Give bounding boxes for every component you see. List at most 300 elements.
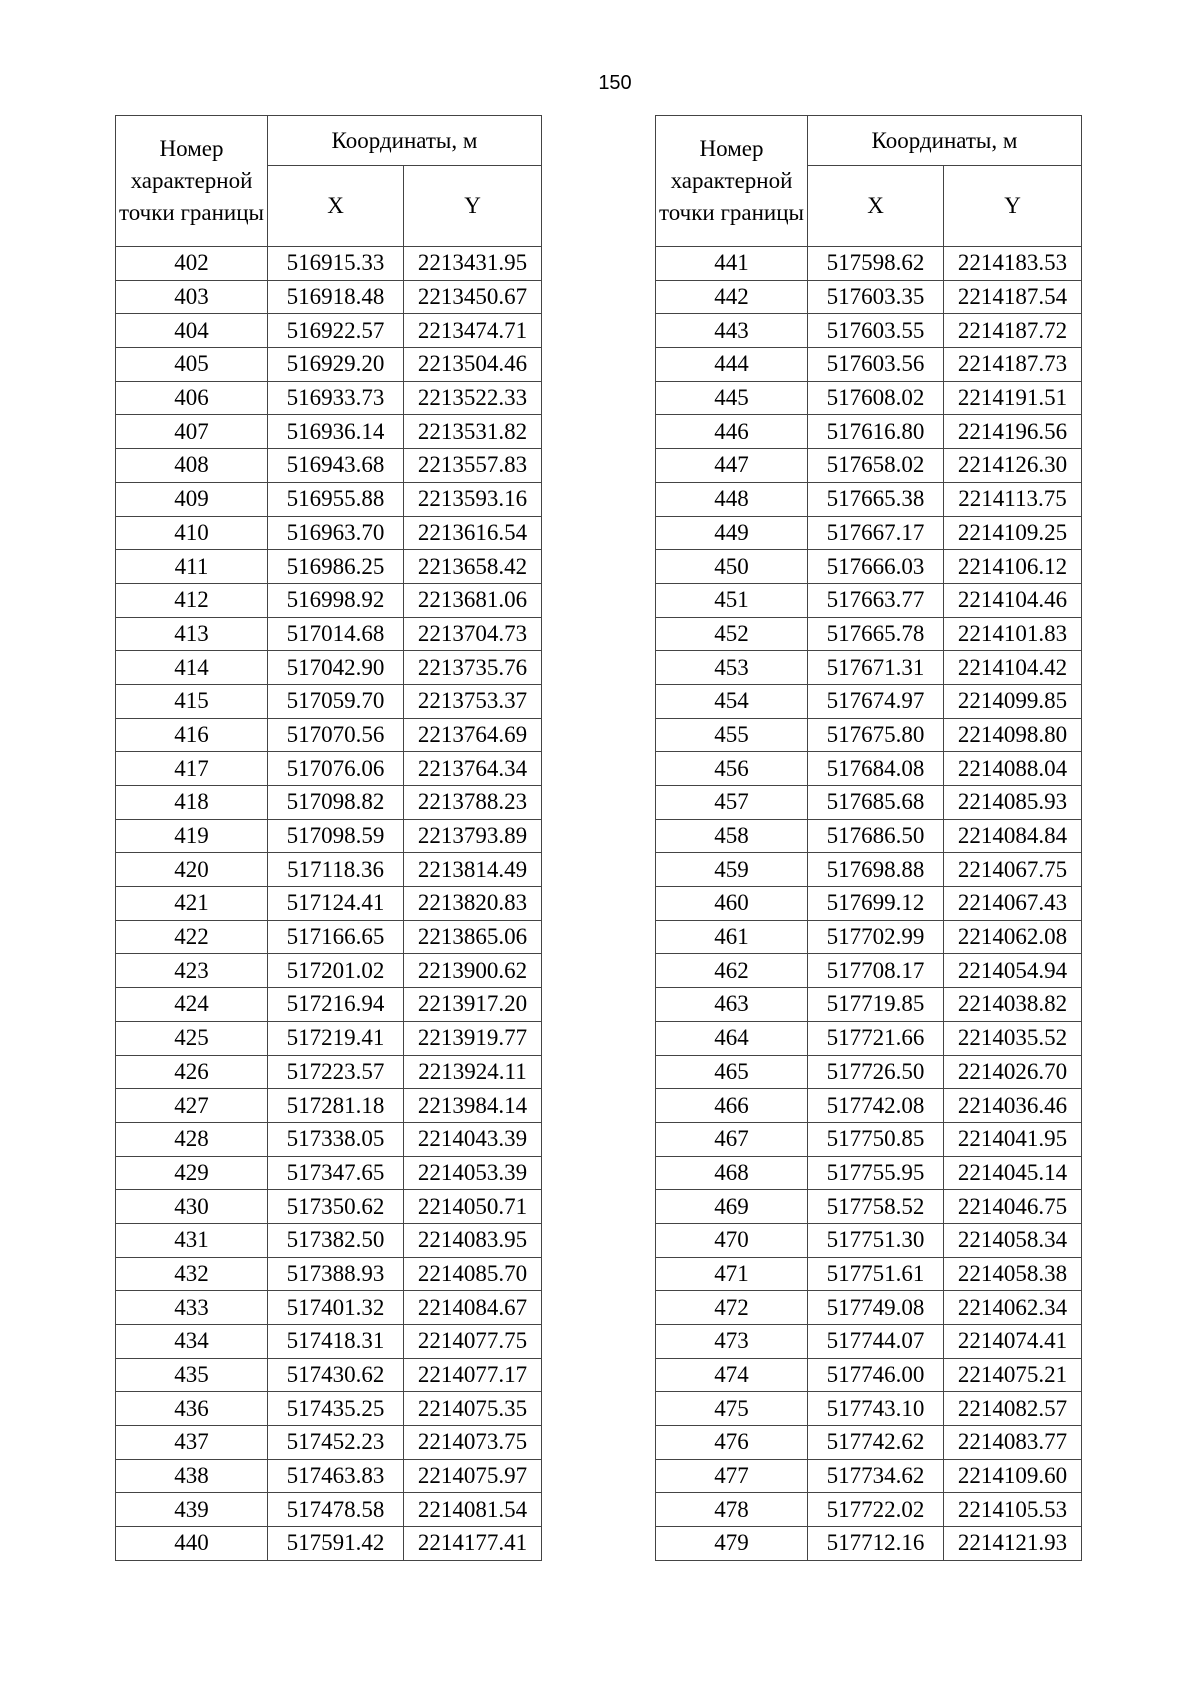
table-row — [656, 651, 1082, 685]
table-row — [656, 482, 1082, 516]
y-coordinate-cell: 2214187.54 — [944, 280, 1082, 314]
table-row — [656, 1325, 1082, 1359]
y-coordinate-cell: 2213735.76 — [404, 651, 542, 685]
y-coordinate-cell: 2214099.85 — [944, 684, 1082, 718]
table-row — [116, 853, 542, 887]
point-number-cell: 436 — [116, 1392, 268, 1426]
point-number-cell: 442 — [656, 280, 808, 314]
x-coordinate-cell: 517751.61 — [808, 1257, 944, 1291]
y-coordinate-cell: 2214191.51 — [944, 381, 1082, 415]
y-coordinate-cell: 2213681.06 — [404, 583, 542, 617]
x-coordinate-cell: 516933.73 — [268, 381, 404, 415]
y-coordinate-cell: 2214050.71 — [404, 1190, 542, 1224]
point-number-cell: 408 — [116, 449, 268, 483]
table-row — [656, 819, 1082, 853]
y-coordinate-cell: 2214098.80 — [944, 718, 1082, 752]
x-coordinate-cell: 517608.02 — [808, 381, 944, 415]
x-coordinate-cell: 517281.18 — [268, 1089, 404, 1123]
point-number-cell: 419 — [116, 819, 268, 853]
table-row — [656, 381, 1082, 415]
x-coordinate-cell: 516955.88 — [268, 482, 404, 516]
table-row — [116, 314, 542, 348]
point-number-cell: 449 — [656, 516, 808, 550]
point-number-cell: 410 — [116, 516, 268, 550]
x-coordinate-cell: 517603.55 — [808, 314, 944, 348]
table-row — [116, 1021, 542, 1055]
x-coordinate-cell: 517744.07 — [808, 1325, 944, 1359]
point-number-cell: 437 — [116, 1426, 268, 1460]
y-coordinate-cell: 2214083.95 — [404, 1223, 542, 1257]
y-coordinate-cell: 2213814.49 — [404, 853, 542, 887]
x-coordinate-cell: 517603.35 — [808, 280, 944, 314]
x-coordinate-cell: 517347.65 — [268, 1156, 404, 1190]
table-row — [116, 550, 542, 584]
x-coordinate-cell: 517699.12 — [808, 887, 944, 921]
y-header: Y — [944, 166, 1082, 247]
point-number-cell: 421 — [116, 887, 268, 921]
x-coordinate-cell: 517463.83 — [268, 1459, 404, 1493]
point-number-cell: 447 — [656, 449, 808, 483]
table-row — [656, 449, 1082, 483]
table-row — [116, 819, 542, 853]
x-coordinate-cell: 517014.68 — [268, 617, 404, 651]
coordinates-header: Координаты, м — [268, 116, 542, 166]
y-coordinate-cell: 2214101.83 — [944, 617, 1082, 651]
x-coordinate-cell: 517388.93 — [268, 1257, 404, 1291]
point-number-cell: 478 — [656, 1493, 808, 1527]
table-row — [116, 1190, 542, 1224]
table-row — [656, 1156, 1082, 1190]
y-coordinate-cell: 2214177.41 — [404, 1527, 542, 1561]
point-number-cell: 453 — [656, 651, 808, 685]
table-row — [116, 1223, 542, 1257]
table-row — [656, 853, 1082, 887]
x-coordinate-cell: 517435.25 — [268, 1392, 404, 1426]
point-number-cell: 457 — [656, 786, 808, 820]
point-number-cell: 412 — [116, 583, 268, 617]
y-coordinate-cell: 2213793.89 — [404, 819, 542, 853]
table-row — [116, 516, 542, 550]
table-row — [116, 786, 542, 820]
y-coordinate-cell: 2213431.95 — [404, 247, 542, 281]
y-coordinate-cell: 2214081.54 — [404, 1493, 542, 1527]
x-coordinate-cell: 517702.99 — [808, 920, 944, 954]
table-row — [656, 887, 1082, 921]
point-number-cell: 434 — [116, 1325, 268, 1359]
table-row — [656, 1089, 1082, 1123]
y-coordinate-cell: 2214121.93 — [944, 1527, 1082, 1561]
x-coordinate-cell: 517663.77 — [808, 583, 944, 617]
point-number-cell: 432 — [116, 1257, 268, 1291]
y-coordinate-cell: 2214085.70 — [404, 1257, 542, 1291]
y-coordinate-cell: 2214196.56 — [944, 415, 1082, 449]
table-row — [116, 1527, 542, 1561]
coordinates-table-left — [115, 115, 542, 1561]
y-coordinate-cell: 2214106.12 — [944, 550, 1082, 584]
y-coordinate-cell: 2214062.08 — [944, 920, 1082, 954]
y-coordinate-cell: 2214058.34 — [944, 1223, 1082, 1257]
point-number-cell: 423 — [116, 954, 268, 988]
table-row — [116, 1426, 542, 1460]
point-number-cell: 477 — [656, 1459, 808, 1493]
y-coordinate-cell: 2213522.33 — [404, 381, 542, 415]
table-row — [656, 1358, 1082, 1392]
point-number-cell: 426 — [116, 1055, 268, 1089]
x-coordinate-cell: 517430.62 — [268, 1358, 404, 1392]
table-row — [116, 1358, 542, 1392]
point-number-cell: 472 — [656, 1291, 808, 1325]
y-coordinate-cell: 2214041.95 — [944, 1122, 1082, 1156]
table-row — [116, 1325, 542, 1359]
point-number-cell: 470 — [656, 1223, 808, 1257]
x-coordinate-cell: 517666.03 — [808, 550, 944, 584]
point-number-cell: 469 — [656, 1190, 808, 1224]
point-number-cell: 443 — [656, 314, 808, 348]
table-row — [656, 247, 1082, 281]
y-coordinate-cell: 2213557.83 — [404, 449, 542, 483]
y-coordinate-cell: 2214104.42 — [944, 651, 1082, 685]
table-row — [656, 1055, 1082, 1089]
table-row — [116, 1122, 542, 1156]
x-coordinate-cell: 517124.41 — [268, 887, 404, 921]
x-coordinate-cell: 517216.94 — [268, 988, 404, 1022]
table-row — [116, 280, 542, 314]
x-coordinate-cell: 516986.25 — [268, 550, 404, 584]
point-number-cell: 440 — [116, 1527, 268, 1561]
point-number-header: Номер характерной точки границы — [656, 116, 808, 247]
point-number-cell: 417 — [116, 752, 268, 786]
x-coordinate-cell: 517658.02 — [808, 449, 944, 483]
point-number-cell: 446 — [656, 415, 808, 449]
x-coordinate-cell: 517708.17 — [808, 954, 944, 988]
x-coordinate-cell: 517674.97 — [808, 684, 944, 718]
table-row — [656, 1223, 1082, 1257]
point-number-cell: 433 — [116, 1291, 268, 1325]
x-coordinate-cell: 516943.68 — [268, 449, 404, 483]
y-coordinate-cell: 2214036.46 — [944, 1089, 1082, 1123]
x-coordinate-cell: 517755.95 — [808, 1156, 944, 1190]
x-header: X — [268, 166, 404, 247]
x-coordinate-cell: 517742.08 — [808, 1089, 944, 1123]
y-coordinate-cell: 2214085.93 — [944, 786, 1082, 820]
y-coordinate-cell: 2213753.37 — [404, 684, 542, 718]
point-number-cell: 414 — [116, 651, 268, 685]
table-row — [116, 752, 542, 786]
y-coordinate-cell: 2214053.39 — [404, 1156, 542, 1190]
point-number-cell: 461 — [656, 920, 808, 954]
page-number: 150 — [598, 72, 632, 94]
table-row — [656, 1459, 1082, 1493]
y-coordinate-cell: 2213917.20 — [404, 988, 542, 1022]
x-coordinate-cell: 517746.00 — [808, 1358, 944, 1392]
table-row — [116, 1493, 542, 1527]
table-row — [116, 718, 542, 752]
y-coordinate-cell: 2213984.14 — [404, 1089, 542, 1123]
y-coordinate-cell: 2214126.30 — [944, 449, 1082, 483]
y-coordinate-cell: 2214109.60 — [944, 1459, 1082, 1493]
y-coordinate-cell: 2213616.54 — [404, 516, 542, 550]
point-number-cell: 439 — [116, 1493, 268, 1527]
point-number-cell: 418 — [116, 786, 268, 820]
y-coordinate-cell: 2214104.46 — [944, 583, 1082, 617]
table-row — [656, 1021, 1082, 1055]
table-row — [116, 988, 542, 1022]
x-coordinate-cell: 517201.02 — [268, 954, 404, 988]
y-coordinate-cell: 2213764.34 — [404, 752, 542, 786]
table-row — [656, 348, 1082, 382]
table-row — [656, 1122, 1082, 1156]
point-number-cell: 456 — [656, 752, 808, 786]
point-number-cell: 465 — [656, 1055, 808, 1089]
point-number-cell: 413 — [116, 617, 268, 651]
x-coordinate-cell: 517452.23 — [268, 1426, 404, 1460]
table-row — [656, 920, 1082, 954]
x-coordinate-cell: 517726.50 — [808, 1055, 944, 1089]
point-number-cell: 452 — [656, 617, 808, 651]
x-coordinate-cell: 517698.88 — [808, 853, 944, 887]
table-row — [116, 887, 542, 921]
point-number-cell: 462 — [656, 954, 808, 988]
y-coordinate-cell: 2214058.38 — [944, 1257, 1082, 1291]
point-number-cell: 407 — [116, 415, 268, 449]
point-number-cell: 463 — [656, 988, 808, 1022]
y-coordinate-cell: 2214077.75 — [404, 1325, 542, 1359]
y-coordinate-cell: 2214075.35 — [404, 1392, 542, 1426]
x-coordinate-cell: 517603.56 — [808, 348, 944, 382]
table-row — [656, 1426, 1082, 1460]
x-coordinate-cell: 517721.66 — [808, 1021, 944, 1055]
table-row — [116, 1089, 542, 1123]
y-coordinate-cell: 2214187.72 — [944, 314, 1082, 348]
y-coordinate-cell: 2214084.67 — [404, 1291, 542, 1325]
x-coordinate-cell: 517712.16 — [808, 1527, 944, 1561]
table-row — [656, 1392, 1082, 1426]
point-number-cell: 479 — [656, 1527, 808, 1561]
point-number-cell: 402 — [116, 247, 268, 281]
point-number-cell: 468 — [656, 1156, 808, 1190]
y-coordinate-cell: 2214026.70 — [944, 1055, 1082, 1089]
table-row — [116, 415, 542, 449]
x-coordinate-cell: 517749.08 — [808, 1291, 944, 1325]
x-coordinate-cell: 516929.20 — [268, 348, 404, 382]
y-coordinate-cell: 2214183.53 — [944, 247, 1082, 281]
x-coordinate-cell: 517591.42 — [268, 1527, 404, 1561]
y-coordinate-cell: 2214075.97 — [404, 1459, 542, 1493]
table-row — [656, 1527, 1082, 1561]
table-row — [656, 314, 1082, 348]
x-coordinate-cell: 517598.62 — [808, 247, 944, 281]
table-row — [116, 381, 542, 415]
y-coordinate-cell: 2214067.75 — [944, 853, 1082, 887]
y-coordinate-cell: 2214054.94 — [944, 954, 1082, 988]
point-number-cell: 431 — [116, 1223, 268, 1257]
table-row — [116, 1156, 542, 1190]
table-row — [656, 752, 1082, 786]
table-body — [656, 247, 1082, 1561]
x-coordinate-cell: 517382.50 — [268, 1223, 404, 1257]
point-number-cell: 404 — [116, 314, 268, 348]
y-coordinate-cell: 2214067.43 — [944, 887, 1082, 921]
point-number-cell: 405 — [116, 348, 268, 382]
point-number-cell: 425 — [116, 1021, 268, 1055]
x-coordinate-cell: 517076.06 — [268, 752, 404, 786]
x-coordinate-cell: 517401.32 — [268, 1291, 404, 1325]
point-number-cell: 422 — [116, 920, 268, 954]
table-row — [656, 1257, 1082, 1291]
table-row — [656, 516, 1082, 550]
x-coordinate-cell: 517616.80 — [808, 415, 944, 449]
x-coordinate-cell: 517742.62 — [808, 1426, 944, 1460]
table-row — [656, 1291, 1082, 1325]
point-number-cell: 474 — [656, 1358, 808, 1392]
y-coordinate-cell: 2213704.73 — [404, 617, 542, 651]
point-number-cell: 460 — [656, 887, 808, 921]
table-body — [116, 247, 542, 1561]
x-coordinate-cell: 517098.59 — [268, 819, 404, 853]
x-coordinate-cell: 516915.33 — [268, 247, 404, 281]
table-row — [116, 1392, 542, 1426]
table-row — [116, 684, 542, 718]
table-row — [116, 617, 542, 651]
table-row — [656, 1190, 1082, 1224]
x-coordinate-cell: 517667.17 — [808, 516, 944, 550]
y-coordinate-cell: 2214084.84 — [944, 819, 1082, 853]
x-coordinate-cell: 517686.50 — [808, 819, 944, 853]
y-header: Y — [404, 166, 542, 247]
x-coordinate-cell: 517671.31 — [808, 651, 944, 685]
x-coordinate-cell: 517070.56 — [268, 718, 404, 752]
x-coordinate-cell: 517223.57 — [268, 1055, 404, 1089]
y-coordinate-cell: 2213820.83 — [404, 887, 542, 921]
x-coordinate-cell: 517685.68 — [808, 786, 944, 820]
point-number-cell: 450 — [656, 550, 808, 584]
y-coordinate-cell: 2213764.69 — [404, 718, 542, 752]
x-coordinate-cell: 517059.70 — [268, 684, 404, 718]
x-coordinate-cell: 517743.10 — [808, 1392, 944, 1426]
point-number-cell: 428 — [116, 1122, 268, 1156]
table-row — [656, 684, 1082, 718]
point-number-cell: 458 — [656, 819, 808, 853]
table-row — [116, 920, 542, 954]
table-row — [116, 482, 542, 516]
table-row — [116, 348, 542, 382]
point-number-cell: 429 — [116, 1156, 268, 1190]
point-number-cell: 476 — [656, 1426, 808, 1460]
y-coordinate-cell: 2213865.06 — [404, 920, 542, 954]
y-coordinate-cell: 2214105.53 — [944, 1493, 1082, 1527]
x-coordinate-cell: 517665.78 — [808, 617, 944, 651]
x-coordinate-cell: 517118.36 — [268, 853, 404, 887]
point-number-cell: 435 — [116, 1358, 268, 1392]
y-coordinate-cell: 2214038.82 — [944, 988, 1082, 1022]
point-number-cell: 467 — [656, 1122, 808, 1156]
point-number-cell: 409 — [116, 482, 268, 516]
y-coordinate-cell: 2214088.04 — [944, 752, 1082, 786]
table-row — [116, 1291, 542, 1325]
x-coordinate-cell: 517042.90 — [268, 651, 404, 685]
x-coordinate-cell: 517478.58 — [268, 1493, 404, 1527]
y-coordinate-cell: 2214074.41 — [944, 1325, 1082, 1359]
table-row — [656, 1493, 1082, 1527]
y-coordinate-cell: 2214187.73 — [944, 348, 1082, 382]
y-coordinate-cell: 2213788.23 — [404, 786, 542, 820]
point-number-cell: 420 — [116, 853, 268, 887]
point-number-cell: 444 — [656, 348, 808, 382]
x-coordinate-cell: 517684.08 — [808, 752, 944, 786]
point-number-cell: 448 — [656, 482, 808, 516]
y-coordinate-cell: 2214045.14 — [944, 1156, 1082, 1190]
table-row — [656, 954, 1082, 988]
point-number-cell: 466 — [656, 1089, 808, 1123]
point-number-cell: 403 — [116, 280, 268, 314]
point-number-cell: 445 — [656, 381, 808, 415]
y-coordinate-cell: 2213900.62 — [404, 954, 542, 988]
table-row — [656, 988, 1082, 1022]
x-coordinate-cell: 517719.85 — [808, 988, 944, 1022]
point-number-cell: 441 — [656, 247, 808, 281]
point-number-cell: 473 — [656, 1325, 808, 1359]
y-coordinate-cell: 2213504.46 — [404, 348, 542, 382]
y-coordinate-cell: 2214073.75 — [404, 1426, 542, 1460]
y-coordinate-cell: 2213531.82 — [404, 415, 542, 449]
y-coordinate-cell: 2213658.42 — [404, 550, 542, 584]
point-number-cell: 459 — [656, 853, 808, 887]
point-number-cell: 406 — [116, 381, 268, 415]
coordinates-table-right — [655, 115, 1082, 1561]
x-coordinate-cell: 517098.82 — [268, 786, 404, 820]
x-coordinate-cell: 517665.38 — [808, 482, 944, 516]
point-number-cell: 475 — [656, 1392, 808, 1426]
table-row — [116, 651, 542, 685]
y-coordinate-cell: 2213450.67 — [404, 280, 542, 314]
x-coordinate-cell: 517166.65 — [268, 920, 404, 954]
y-coordinate-cell: 2214046.75 — [944, 1190, 1082, 1224]
x-coordinate-cell: 517758.52 — [808, 1190, 944, 1224]
x-coordinate-cell: 517722.02 — [808, 1493, 944, 1527]
y-coordinate-cell: 2214082.57 — [944, 1392, 1082, 1426]
x-coordinate-cell: 517418.31 — [268, 1325, 404, 1359]
y-coordinate-cell: 2214077.17 — [404, 1358, 542, 1392]
x-coordinate-cell: 516922.57 — [268, 314, 404, 348]
point-number-cell: 416 — [116, 718, 268, 752]
point-number-cell: 427 — [116, 1089, 268, 1123]
point-number-cell: 411 — [116, 550, 268, 584]
y-coordinate-cell: 2214113.75 — [944, 482, 1082, 516]
table-row — [656, 550, 1082, 584]
table-row — [116, 954, 542, 988]
table-row — [656, 786, 1082, 820]
table-row — [116, 1459, 542, 1493]
table-row — [116, 247, 542, 281]
point-number-cell: 438 — [116, 1459, 268, 1493]
point-number-header: Номер характерной точки границы — [116, 116, 268, 247]
y-coordinate-cell: 2213474.71 — [404, 314, 542, 348]
table-row — [656, 280, 1082, 314]
x-coordinate-cell: 516936.14 — [268, 415, 404, 449]
point-number-cell: 430 — [116, 1190, 268, 1224]
y-coordinate-cell: 2214035.52 — [944, 1021, 1082, 1055]
x-coordinate-cell: 516918.48 — [268, 280, 404, 314]
table-row — [116, 583, 542, 617]
point-number-cell: 455 — [656, 718, 808, 752]
coordinates-header: Координаты, м — [808, 116, 1082, 166]
y-coordinate-cell: 2214109.25 — [944, 516, 1082, 550]
y-coordinate-cell: 2214083.77 — [944, 1426, 1082, 1460]
x-coordinate-cell: 517338.05 — [268, 1122, 404, 1156]
x-header: X — [808, 166, 944, 247]
point-number-cell: 471 — [656, 1257, 808, 1291]
x-coordinate-cell: 516998.92 — [268, 583, 404, 617]
